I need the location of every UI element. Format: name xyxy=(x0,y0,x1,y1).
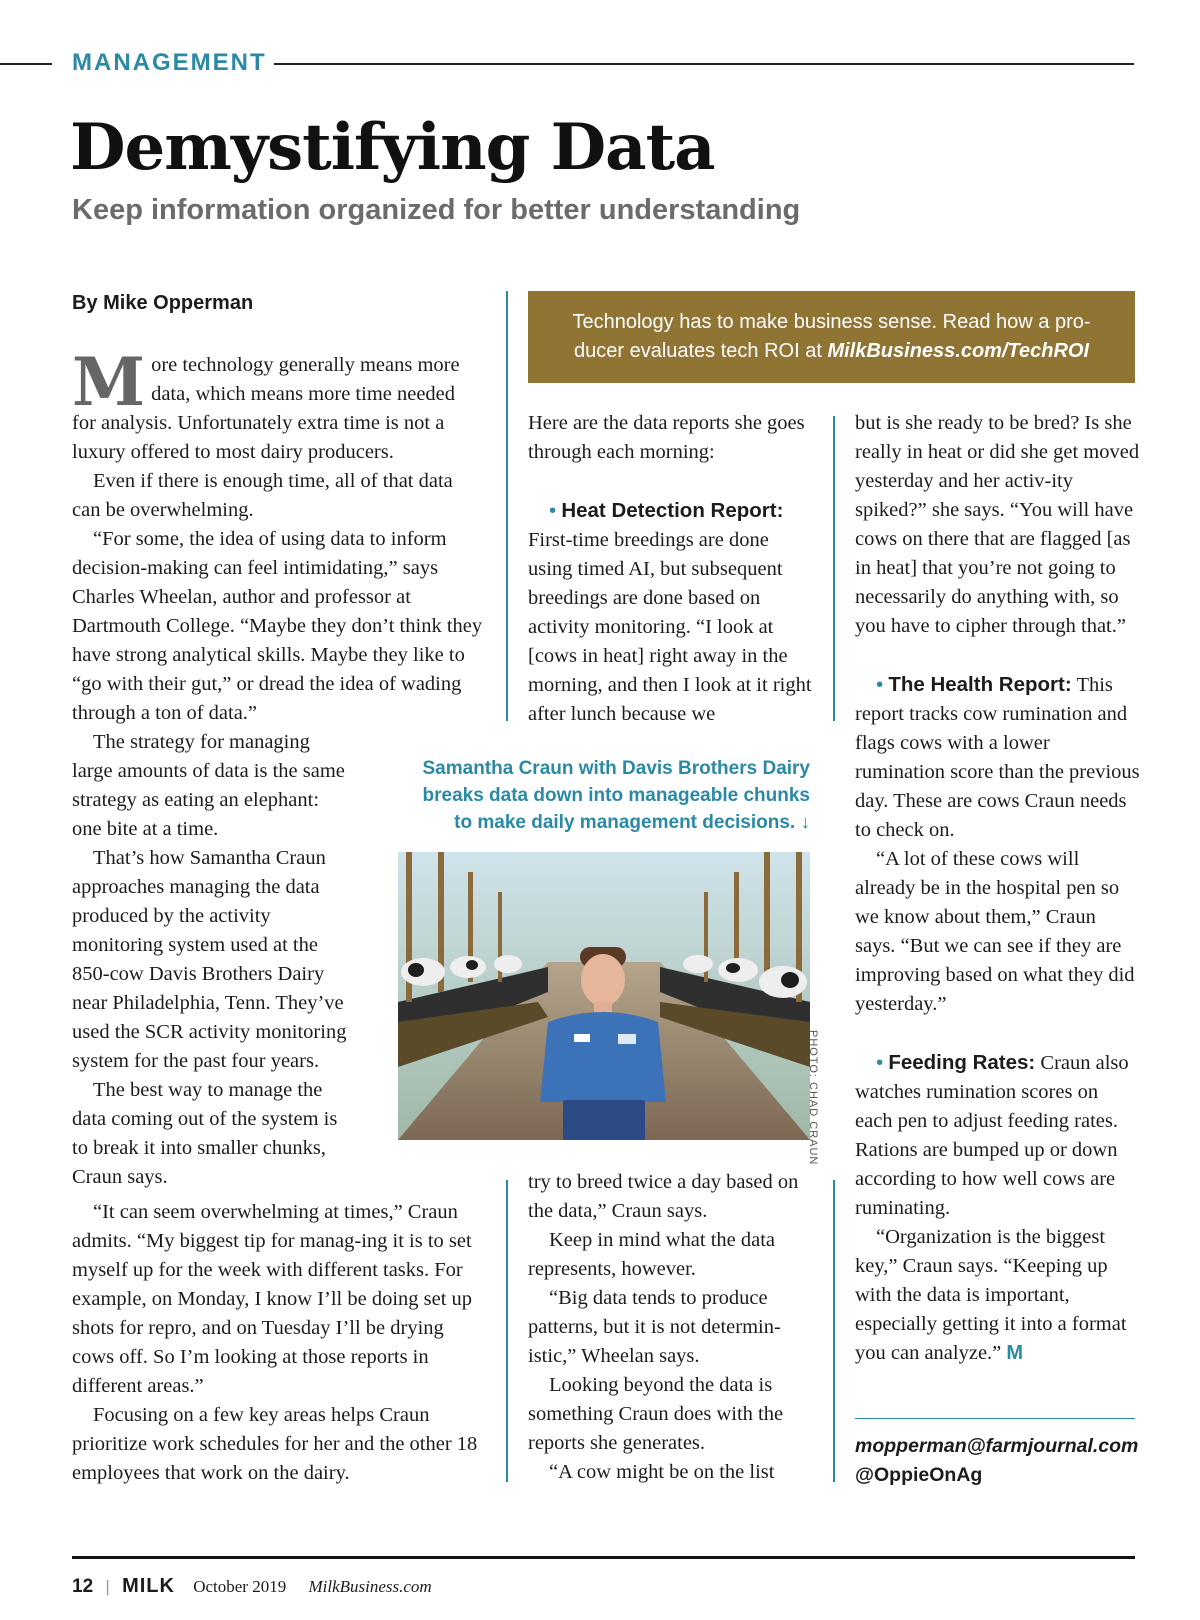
paragraph: “It can seem overwhelming at times,” Craun admits. “My biggest tip for manag-ing it is to set myself up for the week with different tasks. For example, on Monday, I know I’ll be doing set up shots for repro, and on Tuesday I’ll be drying cows off. So I’m looking at those reports in different areas.” xyxy=(72,1201,473,1397)
footer-separator: | xyxy=(105,1577,110,1596)
paragraph: “A cow might be on the list xyxy=(549,1461,775,1483)
section-rule-left xyxy=(0,63,52,65)
issue-date: October 2019 xyxy=(193,1577,287,1596)
bullet-feeding-rates: • Feeding Rates: Craun also watches rumination scores on each pen to adjust feeding rates. Rations are bumped up or down according to how well cows are ruminating. xyxy=(855,1051,1129,1219)
paragraph: Keep in mind what the data represents, however. xyxy=(528,1229,776,1280)
paragraph: Looking beyond the data is something Craun does with the reports she generates. xyxy=(528,1374,784,1454)
author-twitter-handle[interactable]: @OppieOnAg xyxy=(855,1464,983,1486)
byline: By Mike Opperman xyxy=(72,292,254,314)
bullet-icon: • xyxy=(876,1051,884,1074)
paragraph: First-time breedings are done using timed AI, but subsequent breedings are done based on activity monitoring. “I look at [cows in heat] right away in the morning, and then I look at it right after lunch because we xyxy=(528,529,812,725)
promo-box[interactable] xyxy=(528,291,1135,383)
paragraph: That’s how Samantha Craun approaches managing the data produced by the activity monitoring system used at the 850-cow Davis Brothers Dairy near Philadelphia, Tenn. They’ve used the SCR activity monitoring system for the past four years. xyxy=(72,847,347,1072)
bullet-heading: Heat Detection Report: xyxy=(561,499,784,522)
bullet-health-report: • The Health Report: This report tracks cow rumination and flags cows with a lower rumination score than the previous day. These are cows Craun needs to check on. xyxy=(855,673,1140,841)
bullet-heat-detection xyxy=(528,496,818,526)
bullet-icon: • xyxy=(549,499,557,522)
promo-text: Technology has to make business sense. Read how a pro- xyxy=(572,311,1091,333)
author-email[interactable]: mopperman@farmjournal.com xyxy=(855,1435,1139,1457)
footer-rule xyxy=(72,1556,1135,1559)
paragraph: “Big data tends to produce patterns, but it is not determin-istic,” Wheelan says. xyxy=(528,1287,781,1367)
footer-website[interactable]: MilkBusiness.com xyxy=(308,1577,432,1596)
page-number: 12 xyxy=(72,1576,94,1597)
column-1-middle xyxy=(72,728,352,1192)
page-footer xyxy=(72,1574,432,1599)
column-1-bottom xyxy=(72,1198,484,1488)
paragraph: Here are the data reports she goes through each morning: xyxy=(528,412,805,463)
paragraph: “A lot of these cows will already be in the hospital pen so we know about them,” Craun says. “But we can see if they are improving based on what they did yesterday.” xyxy=(855,848,1135,1015)
section-label: MANAGEMENT xyxy=(72,49,267,76)
paragraph: More technology generally means more data, which means more time needed for analysis. Unfortunately extra time is not a luxury offered to most dairy producers. xyxy=(72,343,460,463)
column-3 xyxy=(855,409,1140,1368)
arrow-down-icon: ↓ xyxy=(800,812,810,833)
paragraph: Even if there is enough time, all of that data can be overwhelming. xyxy=(72,470,453,521)
milk-logo: MILK xyxy=(122,1575,175,1597)
column-rule xyxy=(506,1180,508,1482)
promo-text: ducer evaluates tech ROI at xyxy=(573,340,828,362)
bullet-icon: • xyxy=(876,673,884,696)
photo-illustration xyxy=(398,852,810,1140)
paragraph: “For some, the idea of using data to inform decision-making can feel intimidating,” says Charles Wheelan, author and professor at Dartmouth College. “Maybe they don’t think they have strong analytical skills. Maybe they like to “go with their gut,” or dread the idea of wading through a ton of data.” xyxy=(72,528,483,724)
paragraph: The strategy for managing large amounts of data is the same strategy as eating an elephant: one bite at a time. xyxy=(72,731,345,840)
signature-rule xyxy=(855,1418,1135,1419)
paragraph: The best way to manage the data coming out of the system is to break it into smaller chunks, Craun says. xyxy=(72,1079,338,1188)
column-1-top xyxy=(72,343,484,728)
paragraph: Focusing on a few key areas helps Craun prioritize work schedules for her and the other 18 employees that work on the dairy. xyxy=(72,1404,478,1484)
column-2-bottom xyxy=(528,1168,818,1487)
article-subtitle: Keep information organized for better understanding xyxy=(72,194,801,226)
photo-caption: Samantha Craun with Davis Brothers Dairy breaks data down into manageable chunks to make daily management decisions. ↓ xyxy=(422,758,810,833)
section-rule-right xyxy=(274,63,1134,65)
paragraph: “Organization is the biggest key,” Craun says. “Keeping up with the data is important, especially getting it into a format you can analyze.” M xyxy=(855,1226,1127,1364)
article-title: Demystifying Data xyxy=(70,110,715,185)
column-2-top xyxy=(528,409,818,729)
column-rule xyxy=(833,1180,835,1482)
drop-cap: M xyxy=(72,343,146,421)
paragraph: but is she ready to be bred? Is she really in heat or did she get moved yesterday and her activ-ity spiked?” she says. “You will have cows on there that are flagged [as in heat] that you’re not going to necessarily do anything with, so you have to cipher through that.” xyxy=(855,412,1140,637)
promo-link[interactable]: MilkBusiness.com/TechROI xyxy=(827,340,1090,362)
column-rule xyxy=(506,291,508,721)
photo-credit: PHOTO: CHAD CRAUN xyxy=(807,1030,819,1166)
paragraph: try to breed twice a day based on the data,” Craun says. xyxy=(528,1171,799,1222)
bullet-heading: Feeding Rates: xyxy=(888,1051,1036,1074)
photo-samantha-craun xyxy=(398,852,810,1140)
bullet-heading: The Health Report: xyxy=(888,673,1072,696)
column-rule xyxy=(833,416,835,721)
end-mark: M xyxy=(1006,1342,1024,1364)
